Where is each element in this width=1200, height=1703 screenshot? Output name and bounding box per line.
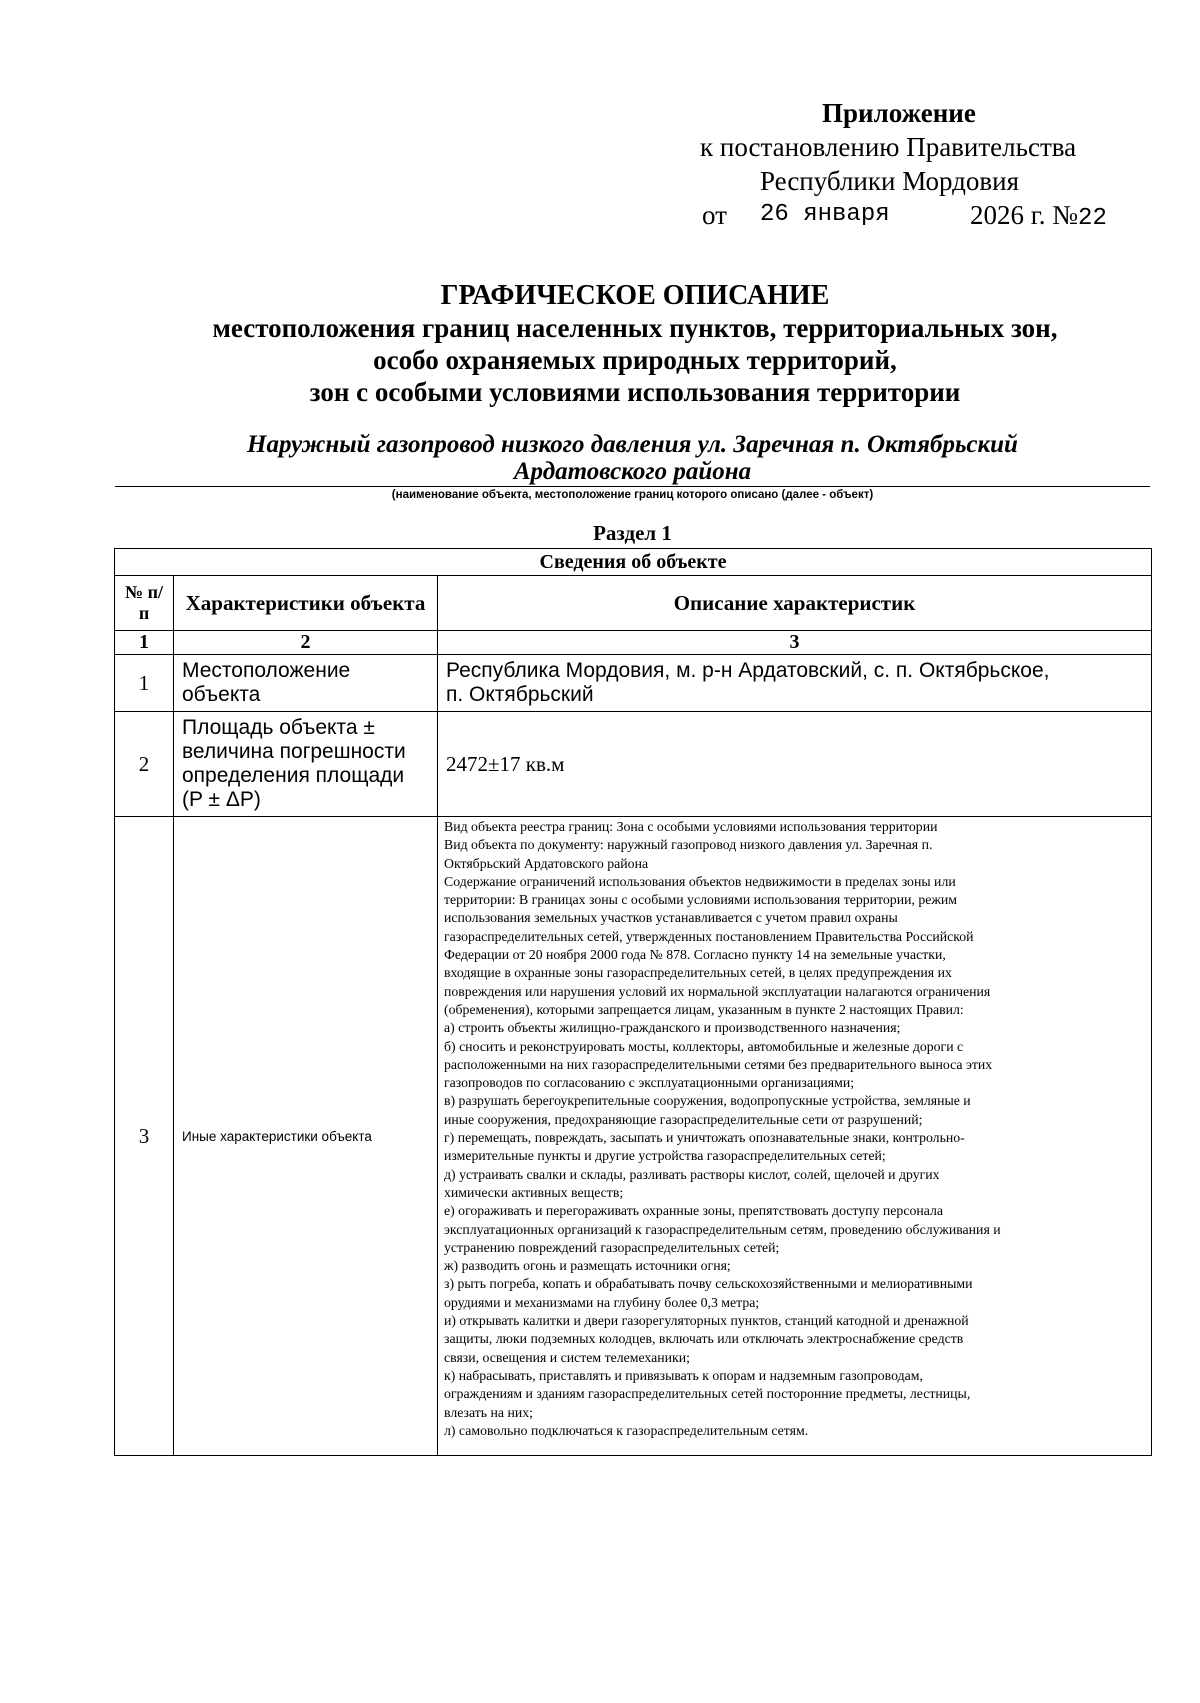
description-line: л) самовольно подключаться к газораспределительным сетям. bbox=[444, 1422, 809, 1438]
annex-title: Приложение bbox=[822, 98, 976, 128]
description-line: е) огораживать и перегораживать охранные зоны, препятствовать доступу персонала bbox=[444, 1203, 943, 1219]
column-number-2: 2 bbox=[174, 631, 438, 655]
object-name bbox=[115, 431, 1150, 485]
object-name-caption: (наименование объекта, местоположение границ которого описано (далее - объект) bbox=[391, 489, 874, 501]
column-header-description: Описание характеристик bbox=[438, 576, 1152, 631]
area-value: 2472±17 кв.м bbox=[438, 712, 1152, 817]
description-line: орудиями и механизмами на глубину более 0,3 метра; bbox=[444, 1294, 760, 1310]
description-line: з) рыть погреба, копать и обрабатывать почву сельскохозяйственными и мелиоративными bbox=[444, 1276, 973, 1292]
table-header: Сведения об объекте bbox=[115, 549, 1152, 576]
description-line: повреждения или нарушения условий их нормальной эксплуатации налагаются ограничения bbox=[444, 983, 991, 999]
annex-date-line bbox=[690, 198, 1150, 232]
column-header-characteristics: Характеристики объекта bbox=[174, 576, 438, 631]
description-line: Содержание ограничений использования объектов недвижимости в пределах зоны или bbox=[444, 873, 956, 889]
annex-from-label: от bbox=[702, 200, 727, 230]
object-info-table bbox=[114, 548, 1152, 1456]
other-characteristics-text bbox=[438, 817, 1152, 1456]
annex-year: 2026 г. № bbox=[970, 200, 1079, 230]
description-line: и) открывать калитки и двери газорегуляторных пунктов, станций катодной и дренажной bbox=[444, 1313, 969, 1329]
row-label: Иные характеристики объекта bbox=[174, 817, 438, 1456]
description-line: газораспределительных сетей, утвержденных постановлением Правительства Российской bbox=[444, 928, 974, 944]
description-line: Федерации от 20 ноября 2000 года № 878. Согласно пункту 14 на земельные участки, bbox=[444, 947, 946, 963]
area-label-line-2: величина погрешности bbox=[182, 740, 406, 763]
table-row bbox=[115, 655, 1152, 712]
heading-subtitle-1: местоположения границ населенных пунктов, территориальных зон, bbox=[212, 313, 1058, 343]
description-line: связи, освещения и систем телемеханики; bbox=[444, 1349, 690, 1365]
row-value bbox=[438, 655, 1152, 712]
annex-block bbox=[690, 96, 1150, 232]
description-line: б) сносить и реконструировать мосты, коллекторы, автомобильные и железные дороги с bbox=[444, 1038, 964, 1054]
description-line: д) устраивать свалки и склады, разливать растворы кислот, солей, щелочей и других bbox=[444, 1166, 940, 1182]
column-header-number: № п/п bbox=[115, 576, 174, 631]
description-line: ограждениям и зданиям газораспределительных сетей посторонние предметы, лестницы, bbox=[444, 1386, 971, 1402]
description-line: расположенными на них газораспределительными сетями без предварительного выноса этих bbox=[444, 1056, 993, 1072]
description-line: химически активных веществ; bbox=[444, 1184, 624, 1200]
row-number: 3 bbox=[115, 817, 174, 1456]
description-line: иные сооружения, предохраняющие газораспределительные сети от разрушений; bbox=[444, 1111, 923, 1127]
description-line: к) набрасывать, приставлять и привязывать к опорам и надземным газопроводам, bbox=[444, 1367, 923, 1383]
description-line: г) перемещать, повреждать, засыпать и уничтожать опознавательные знаки, контрольно- bbox=[444, 1130, 965, 1146]
description-line: защиты, люки подземных колодцев, включать или отключать электроснабжение средств bbox=[444, 1331, 964, 1347]
description-line: использования земельных участков устанавливается с учетом правил охраны bbox=[444, 910, 898, 926]
description-line: эксплуатационных организаций к газораспределительным сетям, проведению обслуживания и bbox=[444, 1221, 1001, 1237]
location-line-2: п. Октябрьский bbox=[446, 683, 594, 706]
annex-number: 22 bbox=[1078, 205, 1107, 232]
description-line: Октябрьский Ардатовского района bbox=[444, 855, 649, 871]
area-label-line-3: определения площади bbox=[182, 764, 405, 787]
description-line: входящие в охранные зоны газораспределительных сетей, в целях предупреждения их bbox=[444, 965, 952, 981]
table-row bbox=[115, 712, 1152, 817]
annex-republic-line: Республики Мордовия bbox=[760, 166, 1020, 196]
heading-subtitle-2: особо охраняемых природных территорий, bbox=[373, 345, 897, 375]
description-line: влезать на них; bbox=[444, 1404, 533, 1420]
table-column-numbers bbox=[115, 631, 1152, 655]
description-line: а) строить объекты жилищно-гражданского и производственного назначения; bbox=[444, 1020, 901, 1036]
column-number-1: 1 bbox=[115, 631, 174, 655]
annex-date: 26 января bbox=[760, 201, 890, 228]
description-line: измерительные пункты и другие устройства газораспределительных сетей; bbox=[444, 1148, 886, 1164]
annex-resolution-line: к постановлению Правительства bbox=[700, 132, 1077, 162]
description-line: ж) разводить огонь и размещать источники огня; bbox=[444, 1258, 731, 1274]
area-label-line-1: Площадь объекта ± bbox=[182, 716, 375, 739]
column-number-3: 3 bbox=[438, 631, 1152, 655]
annex-year-number-label bbox=[970, 198, 1107, 236]
description-line: Вид объекта по документу: наружный газопровод низкого давления ул. Заречная п. bbox=[444, 837, 933, 853]
object-name-line-2: Ардатовского района bbox=[513, 458, 752, 485]
description-line: (обременения), которыми запрещается лицам, указанным в пункте 2 настоящих Правил: bbox=[444, 1001, 964, 1017]
description-line: устранению повреждений газораспределительных сетей; bbox=[444, 1239, 780, 1255]
location-line-1: Республика Мордовия, м. р-н Ардатовский, с. п. Октябрьское, bbox=[446, 659, 1050, 682]
description-line: Вид объекта реестра границ: Зона с особыми условиями использования территории bbox=[444, 819, 938, 834]
table-row bbox=[115, 817, 1152, 1456]
row-number: 2 bbox=[115, 712, 174, 817]
description-line: в) разрушать берегоукрепительные сооружения, водопропускные устройства, земляные и bbox=[444, 1093, 971, 1109]
object-name-underline bbox=[115, 486, 1150, 487]
table-column-headers bbox=[115, 576, 1152, 631]
area-label-line-4: (P ± ΔP) bbox=[182, 788, 261, 811]
heading-main: ГРАФИЧЕСКОЕ ОПИСАНИЕ bbox=[440, 280, 830, 311]
section-title: Раздел 1 bbox=[593, 521, 672, 545]
description-line: газопроводов по согласованию с эксплуатационными организациями; bbox=[444, 1075, 855, 1091]
row-number: 1 bbox=[115, 655, 174, 712]
description-line: территории: В границах зоны с особыми условиями использования территории, режим bbox=[444, 892, 958, 908]
document-heading bbox=[120, 280, 1150, 408]
object-name-line-1: Наружный газопровод низкого давления ул. Заречная п. Октябрьский bbox=[247, 431, 1018, 458]
row-label: Местоположение объекта bbox=[174, 655, 438, 712]
heading-subtitle-3: зон с особыми условиями использования территории bbox=[309, 377, 961, 407]
row-label bbox=[174, 712, 438, 817]
